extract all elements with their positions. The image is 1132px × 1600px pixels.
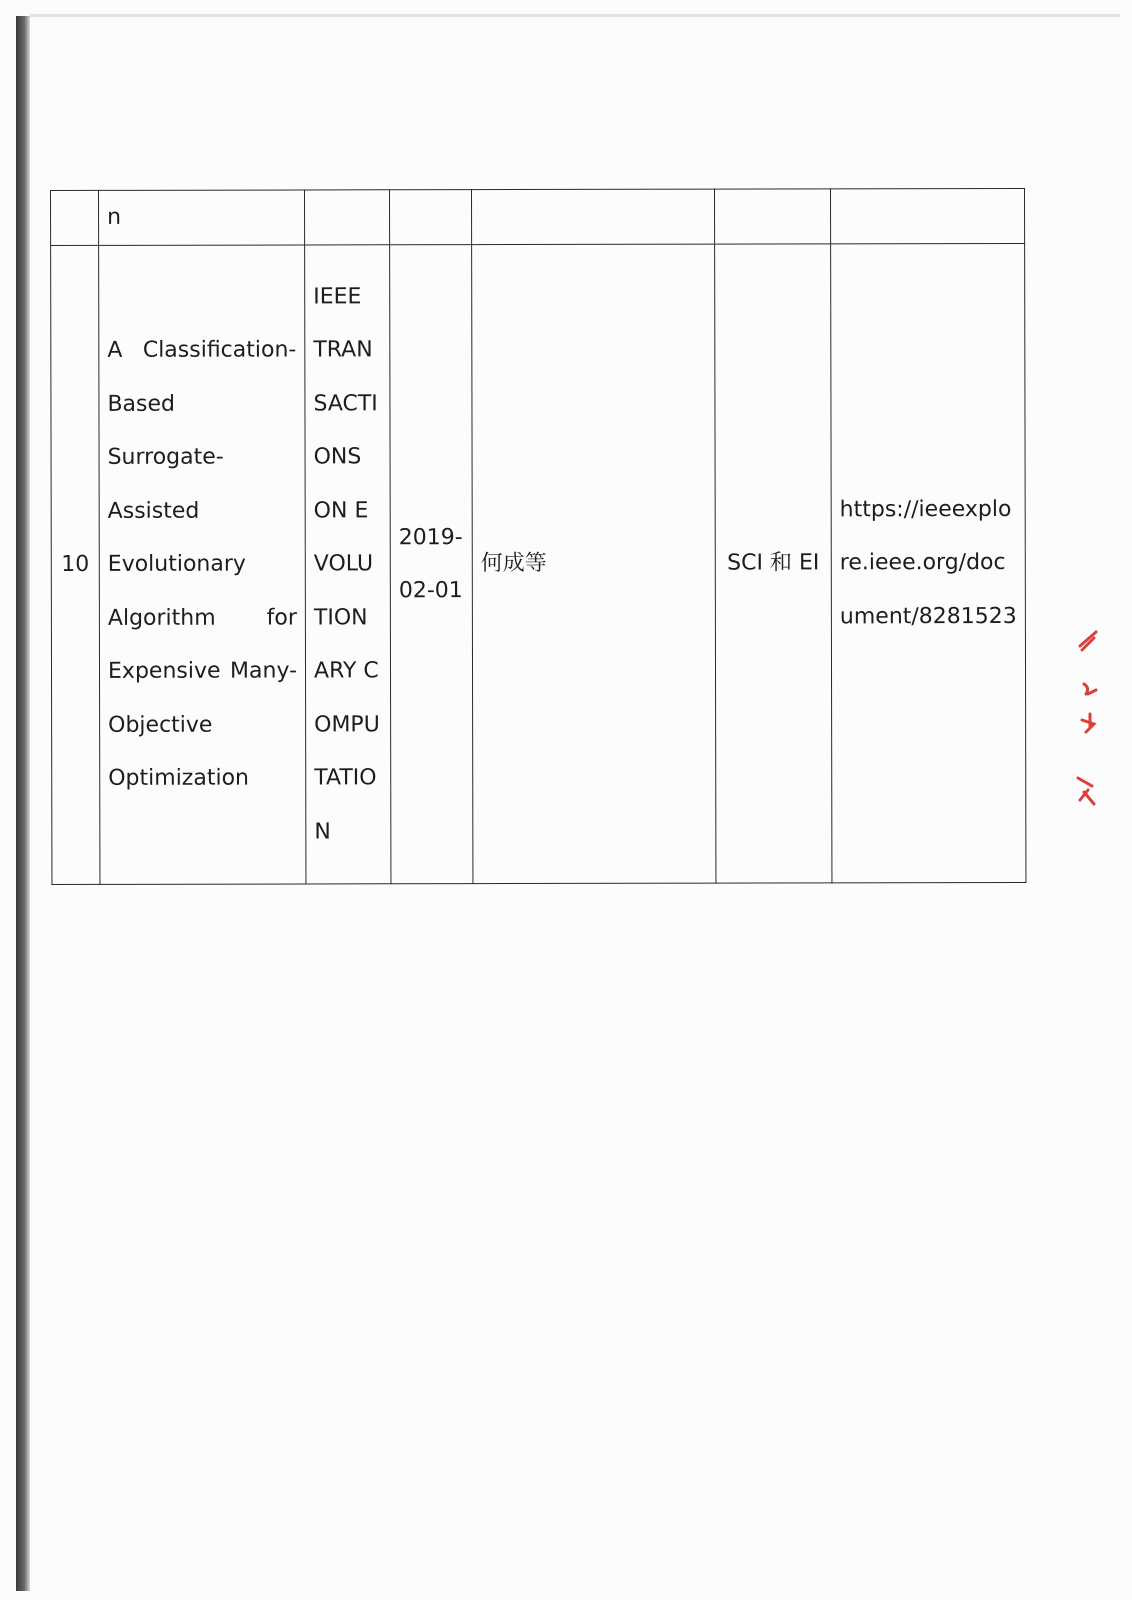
cell-date: 2019-02-01	[390, 245, 473, 884]
scan-top-edge	[30, 14, 1120, 17]
table-row-continued	[51, 188, 1025, 245]
cell-number: 10	[51, 245, 100, 884]
scan-left-edge	[16, 16, 30, 1591]
cell-index: SCI 和 EI	[715, 244, 832, 883]
cell-title: n	[99, 190, 305, 245]
cell-index	[714, 189, 830, 244]
table-row-10	[51, 243, 1026, 884]
cell-authors: 何成等	[472, 244, 716, 884]
cell-title: A Classification-Based Surrogate-Assisted Evolutionary Algorithm for Expensive Many-Objective Optimization	[99, 245, 306, 884]
cell-date	[390, 190, 472, 245]
paper-list-table	[50, 188, 1026, 885]
cell-journal	[305, 190, 390, 245]
cell-authors	[472, 189, 715, 245]
cell-journal: IEEE TRANSACTIONS ON EVOLUTIONARY COMPUTATION	[305, 245, 391, 884]
red-seal-icon	[1074, 628, 1104, 808]
cell-url	[830, 188, 1024, 243]
cell-url: https://ieeexplore.ieee.org/document/8281523	[831, 243, 1026, 882]
cell-number	[51, 190, 99, 245]
